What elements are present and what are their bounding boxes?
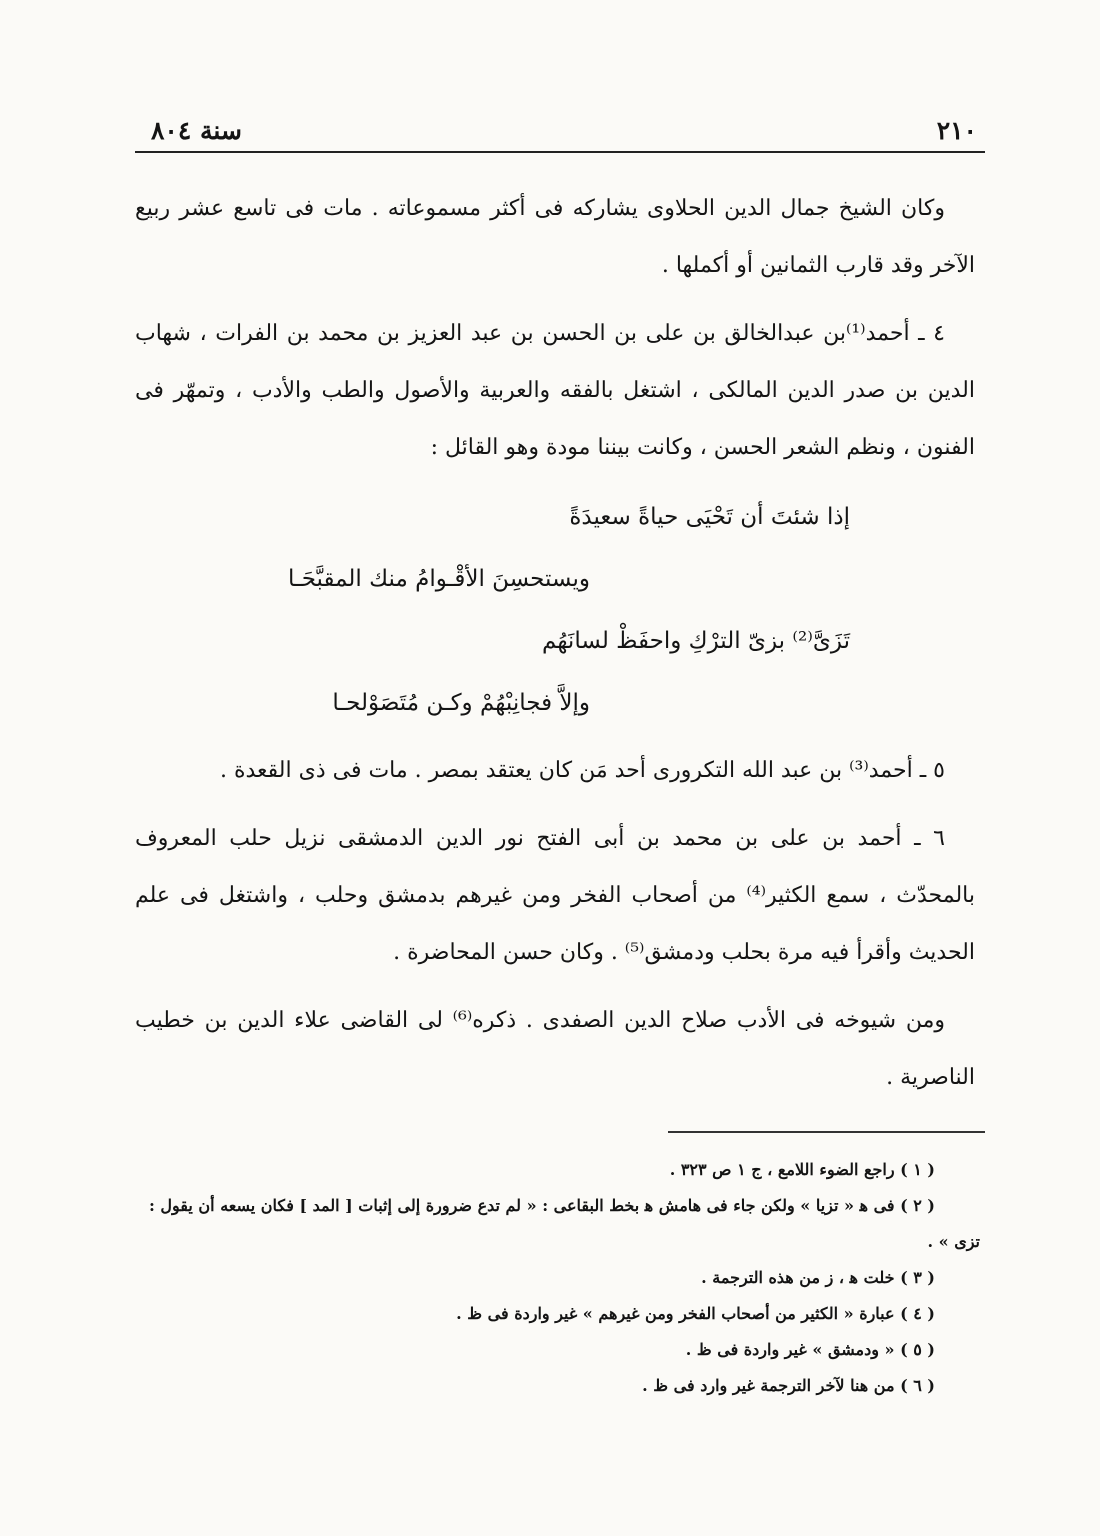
entry-6: ٦ ـ أحمد بن على بن محمد بن أبى الفتح نور الدين الدمشقى نزيل حلب المعروف بالمحدّث ، سمع الكثير⁽⁴⁾ من أصحاب الفخر ومن غيرهم بدمشق وحلب ، واشتغل فى علم الحديث وأقرأ فيه مرة بحلب ودمشق⁽⁵⁾ . وكان حسن المحاضرة .: [135, 826, 976, 965]
poem: [135, 486, 975, 734]
paragraph-5: ومن شيوخه فى الأدب صلاح الدين الصفدى . ذكره⁽⁶⁾ لى القاضى علاء الدين بن خطيب الناصرية .: [135, 1008, 975, 1090]
verse-line-1: إذا شئتَ أن تَحْيَى حياةً سعيدَةً: [569, 504, 850, 530]
footnote-rule: [668, 1131, 985, 1133]
footnote-2: ( ٢ ) فى ﻫ « تزيا » ولكن جاء فى هامش ﻫ بخط البقاعى : « لم تدع ضرورة إلى إثبات [ المد ] فكان يسعه أن يقول :: [148, 1196, 935, 1215]
year-heading: سنة ٨٠٤: [151, 116, 242, 145]
footnote-2-continuation: تزى » .: [927, 1232, 980, 1251]
paragraph-1: وكان الشيخ جمال الدين الحلاوى يشاركه فى أكثر مسموعاته . مات فى تاسع عشر ربيع الآخر وقد قارب الثمانين أو أكملها .: [135, 196, 975, 278]
footnote-3: ( ٣ ) خلت ﻫ ، ز من هذه الترجمة .: [701, 1268, 935, 1287]
main-text: [135, 180, 975, 1106]
verse-line-3: تَزَىَّ⁽²⁾ بزىّ الترْكِ واحفَظْ لسانَهُم: [542, 628, 850, 654]
page-number: ٢١٠: [936, 116, 977, 145]
header-rule: [135, 151, 985, 153]
footnote-4: ( ٤ ) عبارة « الكثير من أصحاب الفخر ومن غيرهم » غير واردة فى ظ .: [456, 1304, 935, 1323]
footnote-1: ( ١ ) راجع الضوء اللامع ، ج ١ ص ٣٢٣ .: [669, 1160, 935, 1179]
footnote-6: ( ٦ ) من هنا لآخر الترجمة غير وارد فى ظ .: [642, 1376, 935, 1395]
entry-5: ٥ ـ أحمد⁽³⁾ بن عبد الله التكرورى أحد مَن كان يعتقد بمصر . مات فى ذى القعدة .: [220, 758, 945, 783]
verse-line-2: ويستحسِنَ الأقْـوامُ منك المقبَّحَـا: [287, 566, 590, 592]
entry-4: ٤ ـ أحمد⁽¹⁾بن عبدالخالق بن على بن الحسن بن عبد العزيز بن محمد بن الفرات ، شهاب الدين بن صدر الدين المالكى ، اشتغل بالفقه والعربية والأصول والطب والأدب ، وتمهّر فى الفنون ، ونظم الشعر الحسن ، وكانت بيننا مودة وهو القائل :: [135, 321, 975, 460]
verse-line-4: وإلاَّ فجانِبْهُمْ وكـن مُتَصَوْلحـا: [332, 690, 590, 716]
page-header: [135, 112, 985, 152]
footnote-5: ( ٥ ) « ودمشق » غير واردة فى ظ .: [685, 1340, 935, 1359]
footnotes: [135, 1152, 980, 1404]
